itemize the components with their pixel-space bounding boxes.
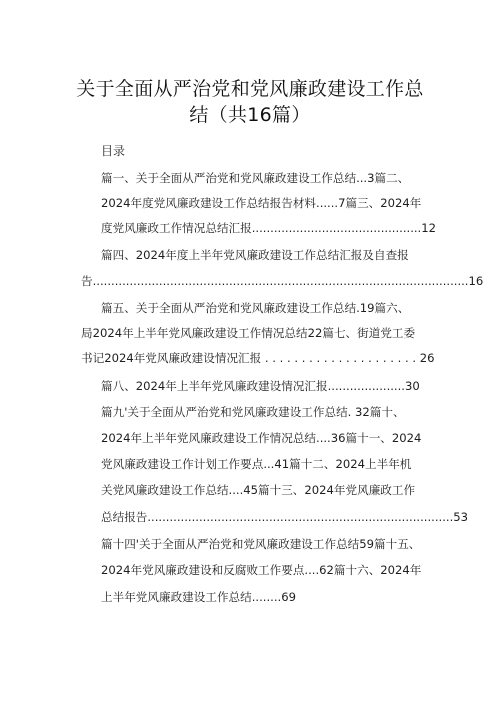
toc-line[interactable]: 上半年党风廉政建设工作总结........69 [101,590,296,604]
toc-line[interactable]: 篇九'关于全面从严治党和党风廉政建设工作总结. 32篇十、 [101,405,405,419]
toc-line[interactable]: 2024年上半年党风廉政建设工作情况总结....36篇十一、2024 [101,431,422,445]
toc-line[interactable]: 局2024年上半年党风廉政建设工作情况总结22篇七、街道党工委 [81,326,416,340]
document-title-line-2: 结（共16篇） [189,104,311,126]
toc-line[interactable]: 总结报告...................................................................................53 [101,510,469,524]
toc-line[interactable]: 篇五、关于全面从严治党和党风廉政建设工作总结.19篇六、 [101,301,410,315]
toc-line[interactable]: 篇四、2024年度上半年党风廉政建设工作总结汇报及自查报 [101,248,409,262]
toc-line[interactable]: 度党风廉政工作情况总结汇报..............................................12 [101,221,436,235]
toc-line[interactable]: 告......................................................................................................16 [81,274,484,288]
toc-line[interactable]: 篇八、2024年上半年党风廉政建设情况汇报.....................30 [101,379,420,393]
toc-line[interactable]: 关党风廉政建设工作总结....45篇十三、2024年党风廉政工作 [101,483,416,497]
toc-line[interactable]: 篇一、关于全面从严治党和党风廉政建设工作总结...3篇二、 [101,171,410,185]
toc-line[interactable]: 篇十四'关于全面从严治党和党风廉政建设工作总结59篇十五、 [101,537,421,551]
toc-line[interactable]: 2024年党风廉政建设和反腐败工作要点....62篇十六、2024年 [101,563,422,577]
toc-line[interactable]: 党风廉政建设工作计划工作要点...41篇十二、2024上半年机 [101,457,412,471]
toc-line[interactable]: 书记2024年党风廉政建设情况汇报 . . . . . . . . . . . . . . . . . . . . . 26 [81,351,435,365]
document-title-line-1: 关于全面从严治党和党风廉政建设工作总 [76,78,424,100]
toc-heading: 目录 [101,144,126,158]
toc-line[interactable]: 2024年度党风廉政建设工作总结报告材料......7篇三、2024年 [101,196,422,210]
